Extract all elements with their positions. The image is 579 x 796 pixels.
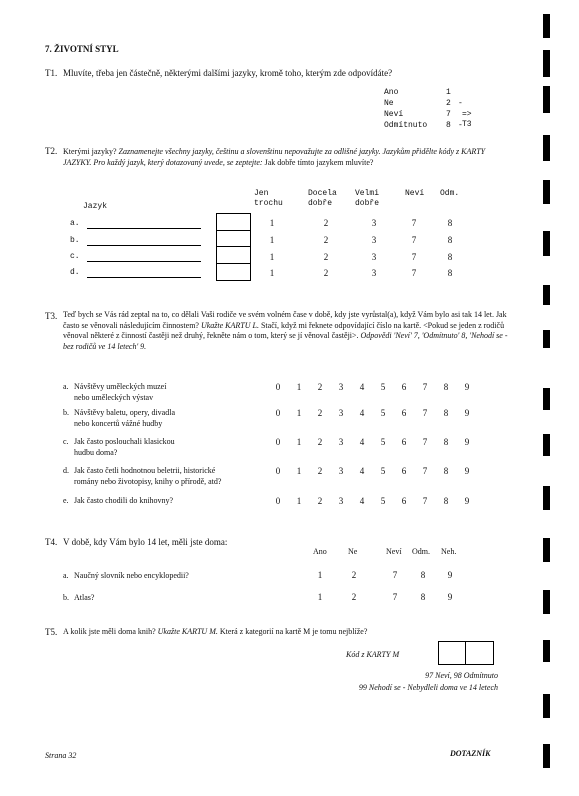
option-row: Odmítnuto 8 - [384, 121, 463, 130]
question-text: V době, kdy Vám bylo 14 let, měli jste doma: [63, 537, 228, 547]
language-field[interactable] [87, 245, 201, 246]
column-header: Odm. [440, 189, 460, 198]
question-id: T5. [45, 627, 58, 637]
column-header: Docela dobře [308, 189, 337, 208]
page-number: Strana 32 [45, 751, 77, 760]
language-field[interactable] [87, 261, 201, 262]
column-header: Neví [405, 189, 425, 198]
column-header: Velmi dobře [355, 189, 380, 208]
document-title: DOTAZNÍK [450, 749, 491, 758]
column-header-language: Jazyk [83, 202, 108, 211]
question-text: Teď bych se Vás rád zeptal na to, co dělali Vaši rodiče ve svém volném čase v době, kdy jste vyrůstal(a), když Vám bylo asi tak 14 let. Jak často se věnovali následujícím činnostem? Ukažte KARTU L. Stačí, když mi řeknete odpovídající číslo na kartě. <Pokud se jeden z rodičů věnoval některé z činností častěji než druhý, řekněte nám o tom, který se jí věnoval častěji>. Odpovědi 'Neví' 7, 'Odmítnuto' 8, 'Nehodí se - bez rodičů ve 14 letech' 9. [63, 310, 508, 351]
question-text: A kolik jste měli doma knih? Ukažte KARTU M. Která z kategorií na kartě M je tomu nejblíže? [63, 627, 368, 636]
question-text: Mluvíte, třeba jen částečně, některými dalšími jazyky, kromě toho, kterým zde odpovídáte? [63, 68, 393, 78]
language-field[interactable] [87, 277, 201, 278]
language-field[interactable] [87, 228, 201, 229]
question-text: Kterými jazyky? Zaznamenejte všechny jazyky, češtinu a slovenštinu nepovažujte za odlišné jazyky. Jazykům přidělte kódy z KARTY JAZYKY. Pro každý jazyk, který dotazovaný uvede, se zeptejte: Jak dobře tímto jazykem mluvíte? [63, 147, 486, 167]
box-divider [465, 641, 466, 665]
book-code-box[interactable] [438, 641, 494, 665]
question-id: T3. [45, 311, 58, 321]
column-header: Neví [386, 547, 402, 556]
column-header: Neh. [441, 547, 457, 556]
code-label: Kód z KARTY M [346, 650, 400, 659]
column-header: Jen trochu [254, 189, 283, 208]
column-header: Ano [313, 547, 327, 556]
option-row: Ne 2 - [384, 99, 463, 108]
section-title: 7. ŽIVOTNÍ STYL [45, 44, 119, 54]
option-row: Neví 7 => T3 [384, 110, 472, 129]
question-id: T4. [45, 537, 58, 547]
column-header: Ne [348, 547, 358, 556]
note: 99 Nehodí se - Nebydleli doma ve 14 letech [358, 683, 498, 692]
question-id: T2. [45, 146, 58, 156]
note: 97 Neví, 98 Odmítnuto [425, 671, 498, 680]
column-header: Odm. [412, 547, 430, 556]
language-code-box[interactable] [216, 213, 251, 281]
option-row: Ano 1 [384, 88, 451, 97]
question-id: T1. [45, 68, 58, 78]
